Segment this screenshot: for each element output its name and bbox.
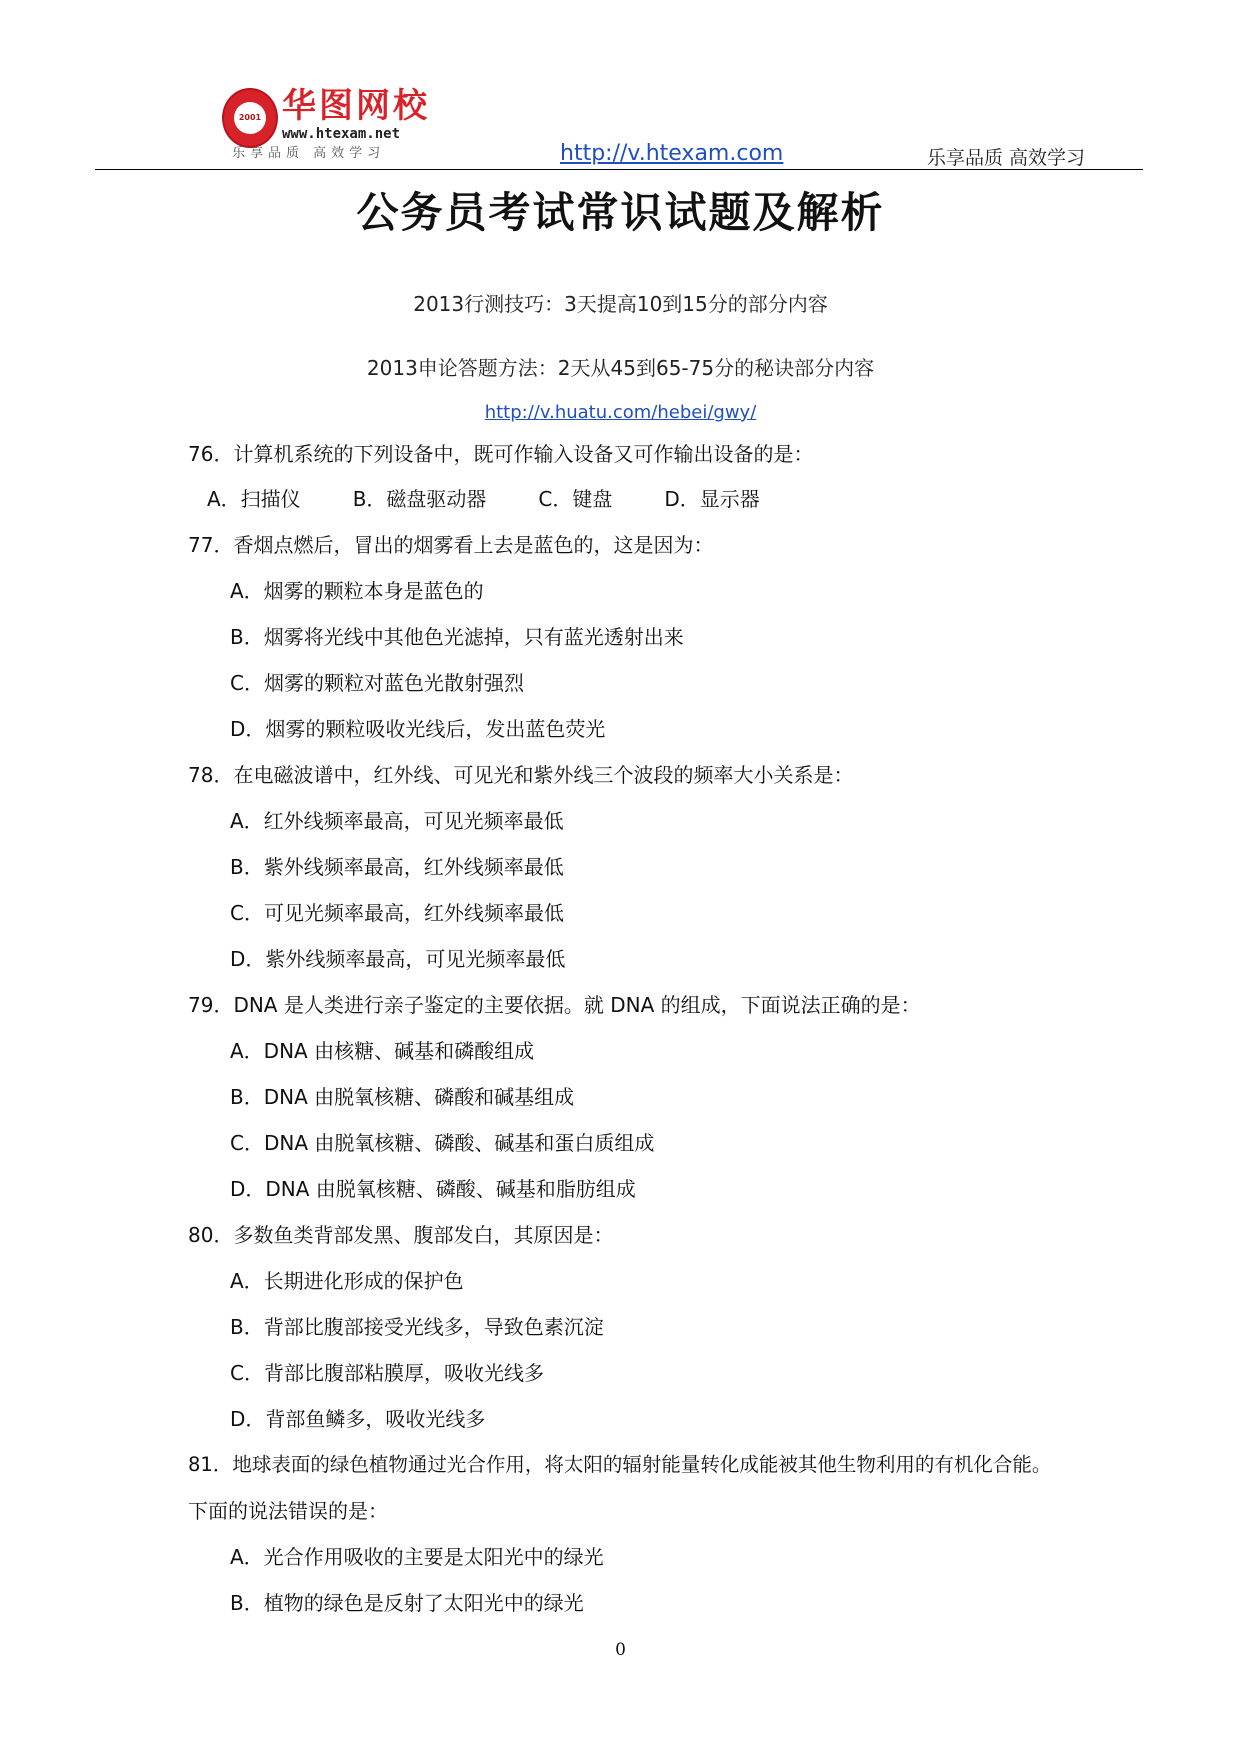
question-76: 76．计算机系统的下列设备中，既可作输入设备又可作输出设备的是： — [188, 442, 814, 466]
option-a: A．红外线频率最高，可见光频率最低 — [230, 809, 564, 833]
option-a: A．长期进化形成的保护色 — [230, 1269, 464, 1293]
option-b: B．紫外线频率最高，红外线频率最低 — [230, 855, 564, 879]
question-81: 81．地球表面的绿色植物通过光合作用，将太阳的辐射能量转化成能被其他生物利用的有机化合能。 — [188, 1453, 1052, 1476]
option-d: D．显示器 — [664, 487, 760, 511]
question-77: 77．香烟点燃后，冒出的烟雾看上去是蓝色的，这是因为： — [188, 533, 714, 557]
promo-link-row — [0, 399, 1241, 423]
header-link[interactable]: http://v.htexam.com — [560, 141, 784, 166]
option-d: D．烟雾的颗粒吸收光线后，发出蓝色荧光 — [230, 717, 606, 741]
option-d: D．紫外线频率最高，可见光频率最低 — [230, 947, 566, 971]
page-number: 0 — [615, 1640, 626, 1660]
option-a: A．光合作用吸收的主要是太阳光中的绿光 — [230, 1545, 604, 1569]
page-title: 公务员考试常识试题及解析 — [356, 188, 885, 237]
question-81-continued: 下面的说法错误的是： — [188, 1499, 388, 1523]
option-b: B．DNA 由脱氧核糖、磷酸和碱基组成 — [230, 1085, 575, 1109]
brand-slogan: 乐享品质 高效学习 — [232, 146, 386, 161]
option-d: D．DNA 由脱氧核糖、磷酸、碱基和脂肪组成 — [230, 1177, 636, 1201]
brand-url: www.htexam.net — [282, 126, 401, 142]
option-b: B．植物的绿色是反射了太阳光中的绿光 — [230, 1591, 584, 1615]
option-b: B．磁盘驱动器 — [352, 487, 487, 511]
option-c: C．DNA 由脱氧核糖、磷酸、碱基和蛋白质组成 — [230, 1131, 655, 1155]
logo-seal-icon — [222, 88, 278, 148]
option-d: D．背部鱼鳞多，吸收光线多 — [230, 1407, 486, 1431]
option-c: C．烟雾的颗粒对蓝色光散射强烈 — [230, 671, 524, 695]
question-76-options — [207, 486, 812, 512]
promo-line-2: 2013申论答题方法：2天从45到65-75分的秘诀部分内容 — [366, 356, 875, 380]
option-b: B．背部比腹部接受光线多，导致色素沉淀 — [230, 1315, 604, 1339]
option-a: A．烟雾的颗粒本身是蓝色的 — [230, 579, 484, 603]
option-a: A．扫描仪 — [207, 487, 301, 511]
option-c: C．可见光频率最高，红外线频率最低 — [230, 901, 564, 925]
brand-name: 华图网校 — [282, 86, 430, 126]
header-slogan: 乐享品质 高效学习 — [927, 147, 1086, 169]
logo — [218, 84, 463, 164]
option-c: C．键盘 — [538, 487, 613, 511]
header-divider — [95, 169, 1143, 170]
option-c: C．背部比腹部粘膜厚，吸收光线多 — [230, 1361, 544, 1385]
question-78: 78．在电磁波谱中，红外线、可见光和紫外线三个波段的频率大小关系是： — [188, 763, 854, 787]
question-80: 80．多数鱼类背部发黑、腹部发白，其原因是： — [188, 1223, 614, 1247]
seal-year: 2001 — [234, 102, 266, 134]
option-a: A．DNA 由核糖、碱基和磷酸组成 — [230, 1039, 535, 1063]
promo-link[interactable]: http://v.huatu.com/hebei/gwy/ — [484, 402, 757, 423]
question-79: 79．DNA 是人类进行亲子鉴定的主要依据。就 DNA 的组成，下面说法正确的是： — [188, 993, 921, 1017]
option-b: B．烟雾将光线中其他色光滤掉，只有蓝光透射出来 — [230, 625, 684, 649]
promo-line-1: 2013行测技巧：3天提高10到15分的部分内容 — [413, 292, 828, 316]
